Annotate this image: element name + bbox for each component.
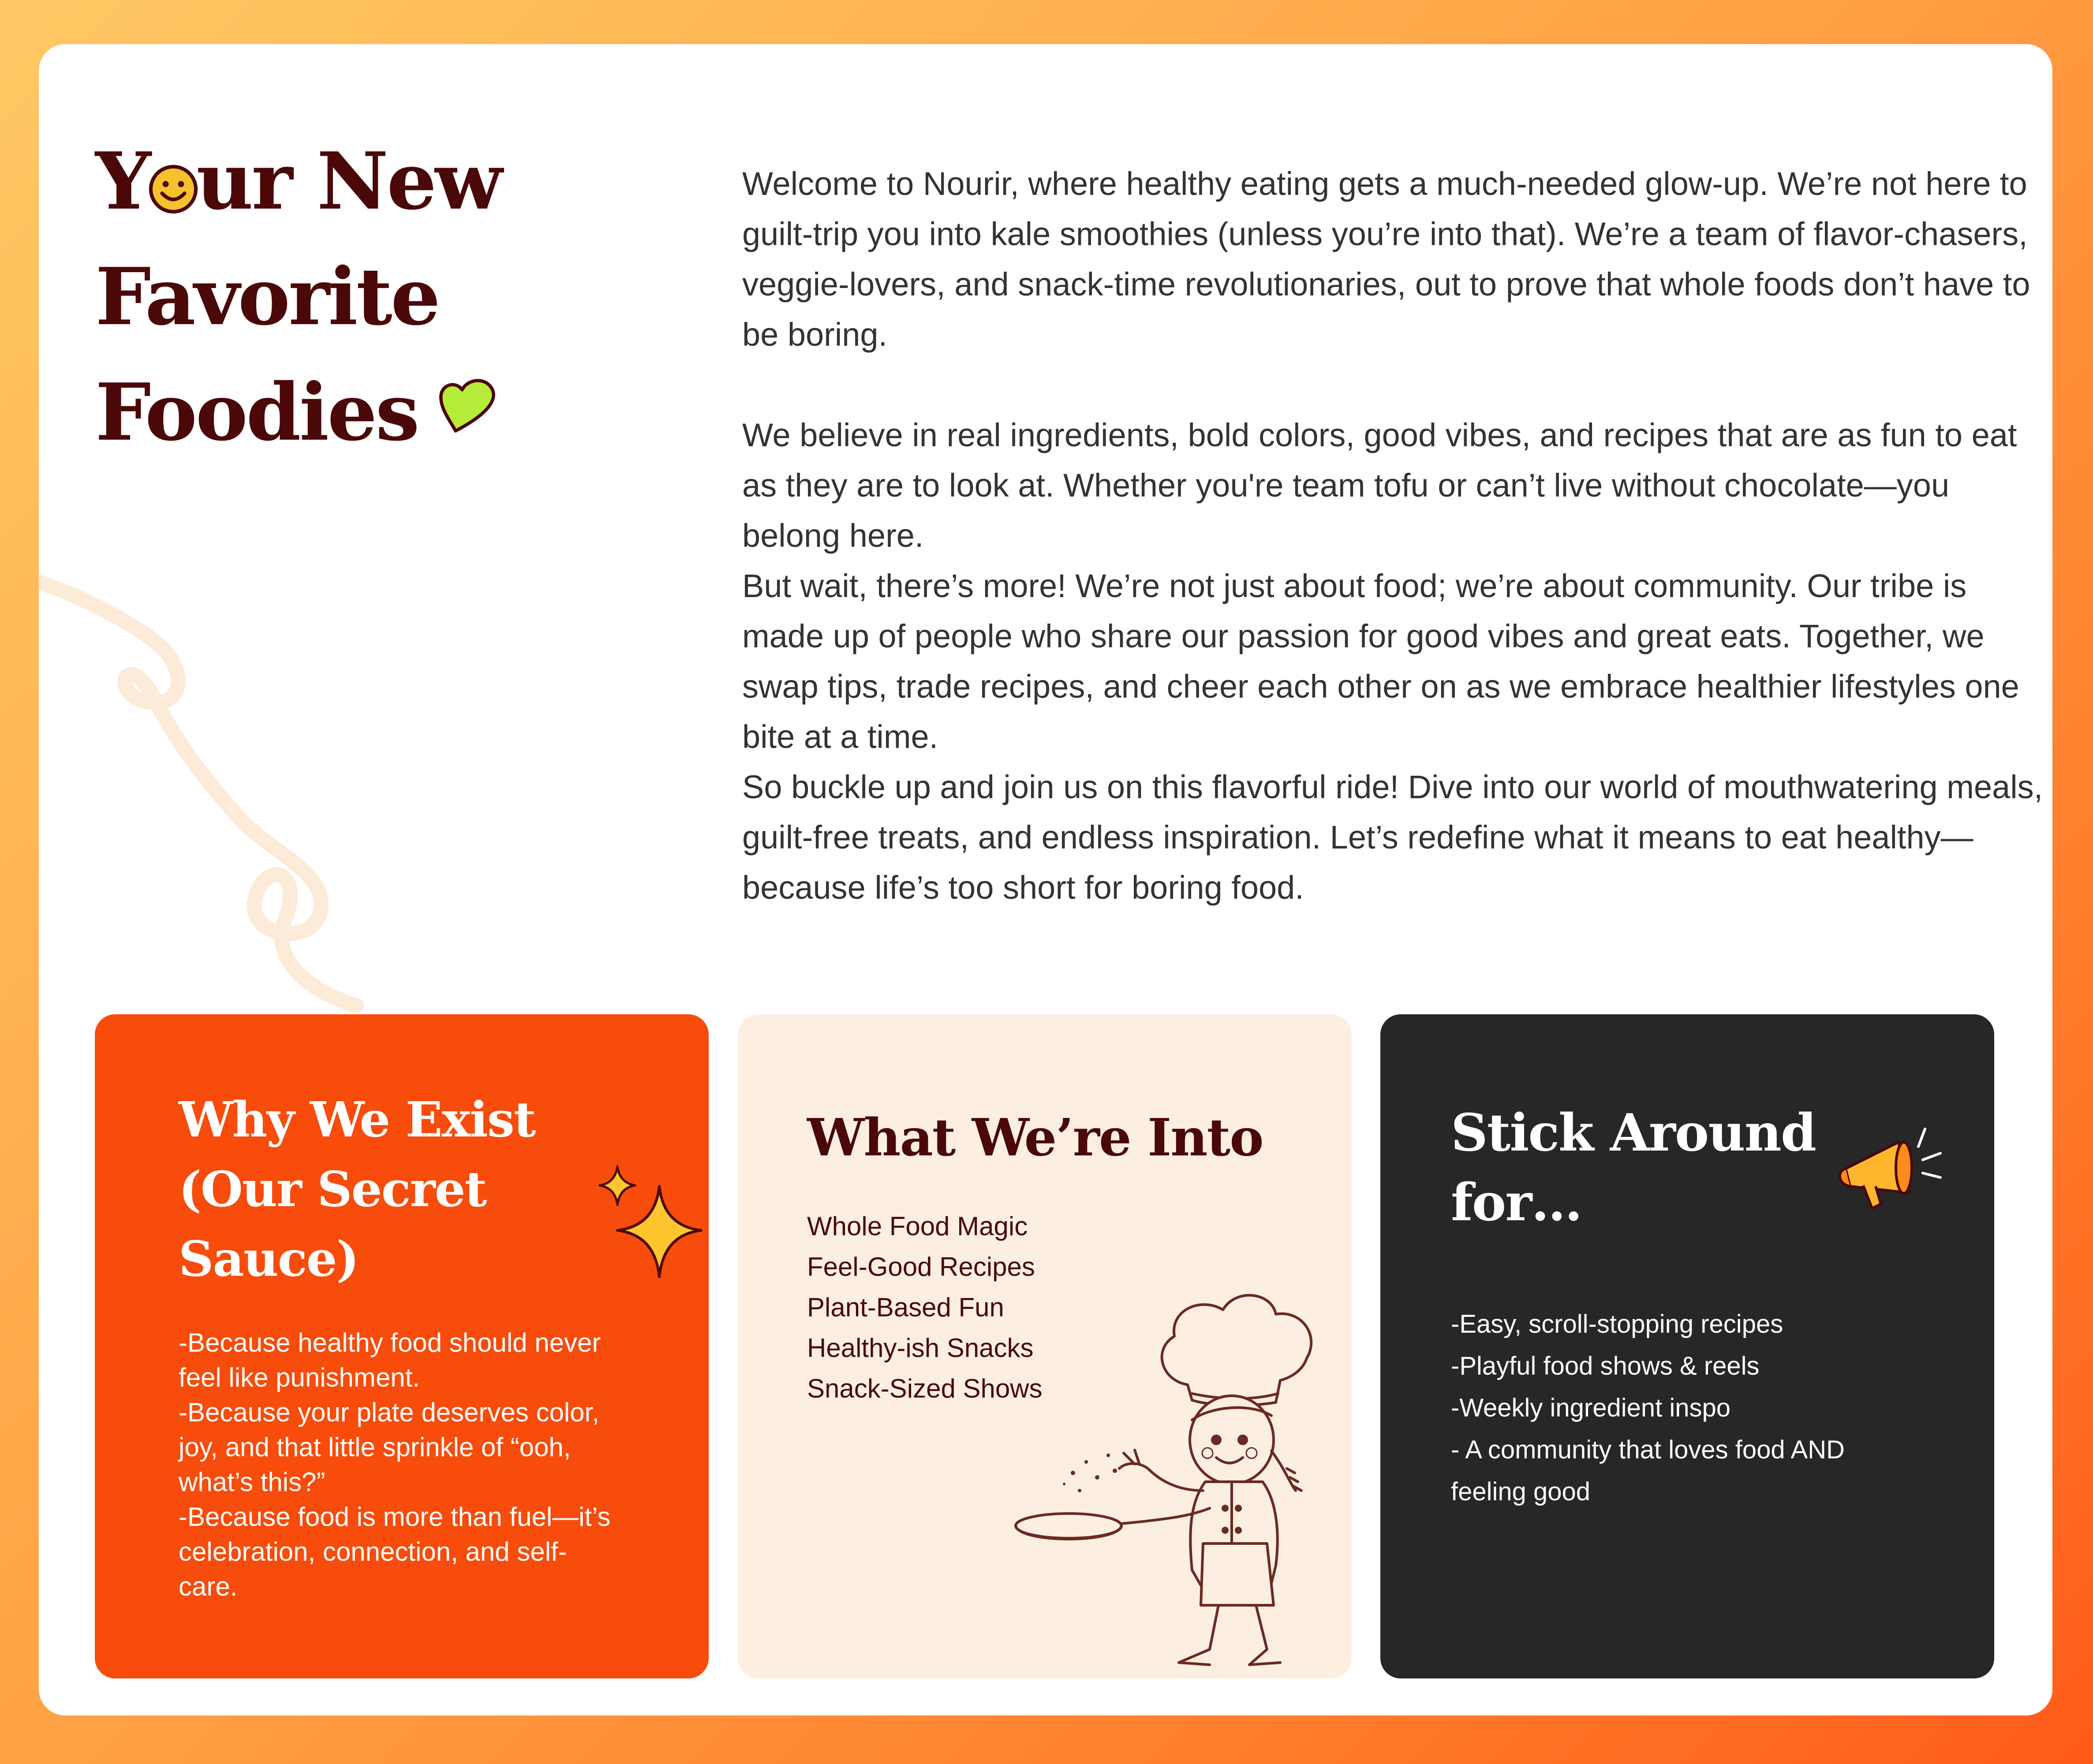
squiggle-decoration xyxy=(39,551,374,1014)
title-line-3: Foodies xyxy=(95,366,418,458)
stick-list-item: - A community that loves food AND feeling good xyxy=(1451,1435,1845,1506)
into-list-item: Healthy-ish Snacks xyxy=(807,1333,1034,1363)
chef-girl-illustration xyxy=(1002,1261,1346,1676)
title-line-1-rest: ur New xyxy=(196,135,501,227)
stick-list-item: -Weekly ingredient inspo xyxy=(1451,1394,1731,1422)
stick-list xyxy=(1451,1303,1892,1513)
why-card-title: Why We Exist (Our Secret Sauce) xyxy=(179,1091,535,1287)
intro-paragraph-4: So buckle up and join us on this flavorful ride! Dive into our world of mouthwatering meals, guilt-free treats, and endless inspiration. Let’s redefine what it means to eat healthy—because life’s too short for boring food. xyxy=(742,769,2043,906)
intro-paragraph-1: Welcome to Nourir, where healthy eating gets a much-needed glow-up. We’re not here to guilt-trip you into kale smoothies (unless you’re into that). We’re a team of flavor-chasers, veggie-lovers, and snack-time revolutionaries, out to prove that whole foods don’t have to be boring. xyxy=(742,165,2030,353)
into-list-item: Whole Food Magic xyxy=(807,1211,1028,1241)
smiley-face-icon xyxy=(148,164,199,215)
stick-card-title: Stick Around for… xyxy=(1451,1103,1816,1233)
stick-list-item: -Easy, scroll-stopping recipes xyxy=(1451,1310,1783,1338)
what-were-into-card xyxy=(738,1014,1352,1678)
into-card-title: What We’re Into xyxy=(807,1108,1263,1168)
intro-paragraph-2: We believe in real ingredients, bold colors, good vibes, and recipes that are as fun to eat as they are to look at. Whether you're team tofu or can’t live without chocolate—you belong here. xyxy=(742,417,2017,554)
megaphone-icon xyxy=(1832,1116,1947,1217)
into-list-item: Feel-Good Recipes xyxy=(807,1252,1035,1282)
why-we-exist-card xyxy=(95,1014,709,1678)
title-line-2: Favorite xyxy=(95,250,439,343)
sparkle-icon xyxy=(593,1164,712,1283)
page-title xyxy=(95,123,660,470)
why-item: -Because healthy food should never feel like punishment. xyxy=(179,1328,601,1392)
why-item: -Because food is more than fuel—it’s celebration, connection, and self-care. xyxy=(179,1502,611,1601)
intro-text xyxy=(742,159,2043,913)
content-panel xyxy=(39,44,2052,1715)
intro-paragraph-3: But wait, there’s more! We’re not just about food; we’re about community. Our tribe is made up of people who share our passion for good vibes and great eats. Together, we swap tips, trade recipes, and cheer each other on as we embrace healthier lifestyles one bite at a time. xyxy=(742,568,2019,755)
stick-list-item: -Playful food shows & reels xyxy=(1451,1352,1760,1380)
heart-icon xyxy=(436,373,502,439)
why-item: -Because your plate deserves color, joy, and that little sprinkle of “ooh, what’s this?” xyxy=(179,1398,599,1497)
stick-around-card xyxy=(1380,1014,1994,1678)
into-list-item: Plant-Based Fun xyxy=(807,1293,1004,1322)
into-list-item: Snack-Sized Shows xyxy=(807,1374,1043,1403)
title-letter-y: Y xyxy=(95,135,150,227)
why-card-text xyxy=(179,1325,620,1604)
